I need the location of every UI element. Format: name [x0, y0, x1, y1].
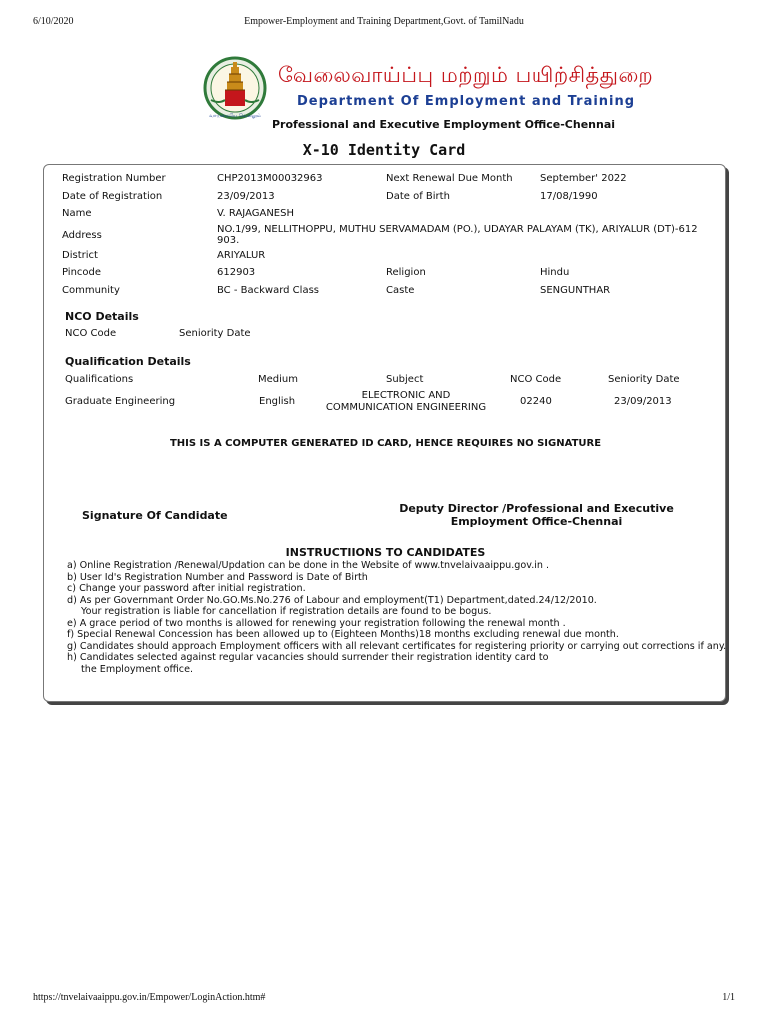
address-value: NO.1/99, NELLITHOPPU, MUTHU SERVAMADAM (PO.), UDAYAR PALAYAM (TK), ARIYALUR (DT)-612 903. [217, 224, 698, 246]
computer-generated-notice: THIS IS A COMPUTER GENERATED ID CARD, HENCE REQUIRES NO SIGNATURE [169, 438, 602, 449]
reg-date-label: Date of Registration [62, 191, 163, 202]
instruction-item: g) Candidates should approach Employment officers with all relevant certificates for registering priority or carrying out corrections if any. [67, 640, 727, 652]
instruction-item: the Employment office. [81, 663, 194, 675]
renewal-label: Next Renewal Due Month [386, 173, 513, 184]
print-page-number: 1/1 [722, 992, 735, 1003]
caste-label: Caste [386, 285, 415, 296]
instruction-item: c) Change your password after initial registration. [67, 583, 306, 594]
qual-row-qualification: Graduate Engineering [65, 396, 176, 407]
nco-seniority-label: Seniority Date [179, 328, 251, 339]
director-line2: Employment Office-Chennai [450, 515, 623, 528]
instruction-item: e) A grace period of two months is allowed for renewing your registration following the renewal month . [67, 617, 566, 629]
print-header [0, 16, 768, 32]
district-label: District [62, 250, 98, 261]
reg-no-label: Registration Number [62, 173, 166, 184]
instructions-title: INSTRUCTIIONS TO CANDIDATES [285, 546, 486, 559]
instruction-item: f) Special Renewal Concession has been allowed up to (Eighteen Months)18 months excluding renewal due month. [67, 629, 619, 640]
religion-label: Religion [386, 267, 426, 278]
dob-label: Date of Birth [386, 191, 450, 202]
instructions-list [67, 560, 727, 675]
community-label: Community [62, 285, 120, 296]
reg-date-value: 23/09/2013 [217, 191, 275, 202]
director-signature-label [394, 502, 679, 528]
reg-no-value: CHP2013M00032963 [217, 173, 323, 184]
instruction-item: b) User Id's Registration Number and Password is Date of Birth [67, 571, 368, 583]
tamil-department-title: வேலைவாய்ப்பு மற்றும் பயிற்சித்துறை [278, 63, 654, 87]
qual-row-subject-line2: COMMUNICATION ENGINEERING [325, 402, 487, 413]
candidate-signature-label: Signature Of Candidate [82, 509, 228, 522]
instruction-item: Your registration is liable for cancellation if registration details are found to be bogus. [81, 606, 492, 617]
print-page-title: Empower-Employment and Training Department,Govt. of TamilNadu [244, 16, 524, 27]
office-title: Professional and Executive Employment Office-Chennai [272, 118, 616, 131]
community-value: BC - Backward Class [217, 285, 319, 296]
district-value: ARIYALUR [217, 250, 266, 261]
name-label: Name [62, 208, 92, 219]
department-title: Department Of Employment and Training [297, 94, 636, 109]
qual-row-seniority: 23/09/2013 [614, 396, 672, 407]
instruction-item: d) As per Governmant Order No.GO.Ms.No.276 of Labour and employment(T1) Department,dated.24/12/2010. [67, 594, 597, 606]
religion-value: Hindu [540, 267, 570, 278]
qual-col-medium: Medium [258, 374, 298, 385]
qualification-heading: Qualification Details [65, 355, 191, 368]
instruction-item: a) Online Registration /Renewal/Updation can be done in the Website of www.tnvelaivaaippu.gov.in . [67, 560, 550, 571]
identity-card [43, 164, 726, 702]
qual-row-nco-code: 02240 [520, 396, 552, 407]
print-date: 6/10/2020 [33, 16, 74, 27]
address-label: Address [62, 230, 102, 241]
dob-value: 17/08/1990 [540, 191, 598, 202]
qual-col-nco-code: NCO Code [510, 374, 562, 385]
nco-details-heading: NCO Details [65, 310, 139, 323]
qual-col-qualifications: Qualifications [65, 374, 134, 385]
qual-row-medium: English [259, 396, 296, 407]
nco-code-label: NCO Code [65, 328, 117, 339]
print-url: https://tnvelaivaaippu.gov.in/Empower/LoginAction.htm# [33, 992, 266, 1003]
tamilnadu-emblem-icon [203, 56, 267, 122]
name-value: V. RAJAGANESH [217, 208, 294, 219]
caste-value: SENGUNTHAR [540, 285, 611, 296]
instruction-item: h) Candidates selected against regular vacancies should surrender their registration identity card to [67, 652, 549, 663]
renewal-value: September' 2022 [540, 173, 627, 184]
qual-col-subject: Subject [386, 374, 424, 385]
qual-col-seniority: Seniority Date [608, 374, 680, 385]
director-line1: Deputy Director /Professional and Executive [399, 502, 674, 515]
pincode-label: Pincode [62, 267, 102, 278]
print-footer [0, 992, 768, 1008]
pincode-value: 612903 [217, 267, 256, 278]
qual-row-subject-line1: ELECTRONIC AND [361, 390, 451, 401]
emblem-caption: வாய்மையே வெல்லும் [209, 113, 261, 119]
card-title: X-10 Identity Card [302, 141, 466, 159]
